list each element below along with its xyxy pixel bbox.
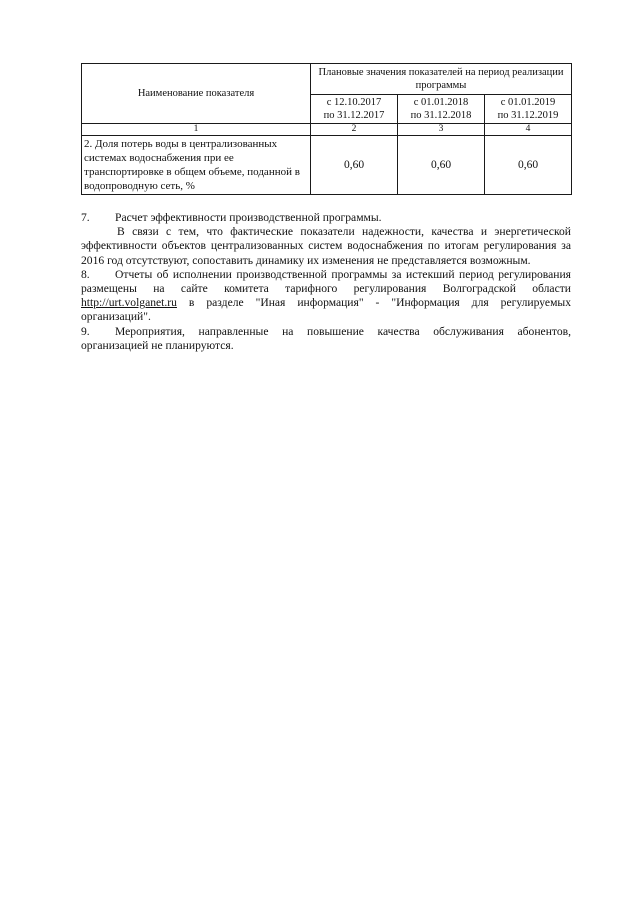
section-8-text-before: Отчеты об исполнении производственной программы за истекший период регулирования размещены на сайте комитета тарифного регулирования Волгоградской области bbox=[81, 267, 571, 296]
column-number-row bbox=[82, 124, 572, 136]
volganet-link[interactable]: http://urt.volganet.ru bbox=[81, 296, 177, 310]
indicators-table bbox=[81, 63, 572, 195]
column-number: 1 bbox=[82, 124, 311, 136]
header-planned-values: Плановые значения показателей на период реализации программы bbox=[311, 64, 572, 95]
section-9 bbox=[81, 325, 571, 353]
section-8-text-after: в разделе "Иная информация" - "Информация для регулируемых организаций". bbox=[81, 296, 571, 324]
value-cell: 0,60 bbox=[398, 136, 485, 195]
period-end: по 31.12.2017 bbox=[323, 110, 385, 121]
indicator-name-cell: 2. Доля потерь воды в централизованных системах водоснабжения при ее транспортировке в общем объеме, поданной в водопроводную сеть, % bbox=[82, 136, 311, 195]
table-row bbox=[82, 136, 572, 195]
value-cell: 0,60 bbox=[311, 136, 398, 195]
period-end: по 31.12.2018 bbox=[410, 110, 472, 121]
period-header-1 bbox=[311, 95, 398, 124]
column-number: 4 bbox=[485, 124, 572, 136]
section-number: 7. bbox=[81, 211, 90, 224]
document-body bbox=[81, 211, 571, 353]
section-7-heading bbox=[81, 211, 571, 225]
section-title: Расчет эффективности производственной программы. bbox=[115, 211, 382, 224]
period-end: по 31.12.2019 bbox=[497, 110, 559, 121]
header-indicator-name: Наименование показателя bbox=[82, 64, 311, 124]
table-header-row bbox=[82, 64, 572, 95]
column-number: 3 bbox=[398, 124, 485, 136]
column-number: 2 bbox=[311, 124, 398, 136]
section-9-text: Мероприятия, направленные на повышение качества обслуживания абонентов, организацией не планируются. bbox=[81, 324, 571, 352]
section-7-body: В связи с тем, что фактические показатели надежности, качества и энергетической эффективности объектов централизованных систем водоснабжения по итогам регулирования за 2016 год отсутствуют, сопоставить динамику их изменения не представляется возможным. bbox=[81, 225, 571, 267]
period-header-2 bbox=[398, 95, 485, 124]
period-start: с 01.01.2019 bbox=[500, 97, 556, 108]
section-number: 9. bbox=[81, 324, 90, 338]
period-start: с 01.01.2018 bbox=[413, 97, 469, 108]
value-cell: 0,60 bbox=[485, 136, 572, 195]
section-8-body bbox=[81, 268, 571, 325]
section-number: 8. bbox=[81, 267, 90, 281]
period-start: с 12.10.2017 bbox=[326, 97, 382, 108]
period-header-3 bbox=[485, 95, 572, 124]
